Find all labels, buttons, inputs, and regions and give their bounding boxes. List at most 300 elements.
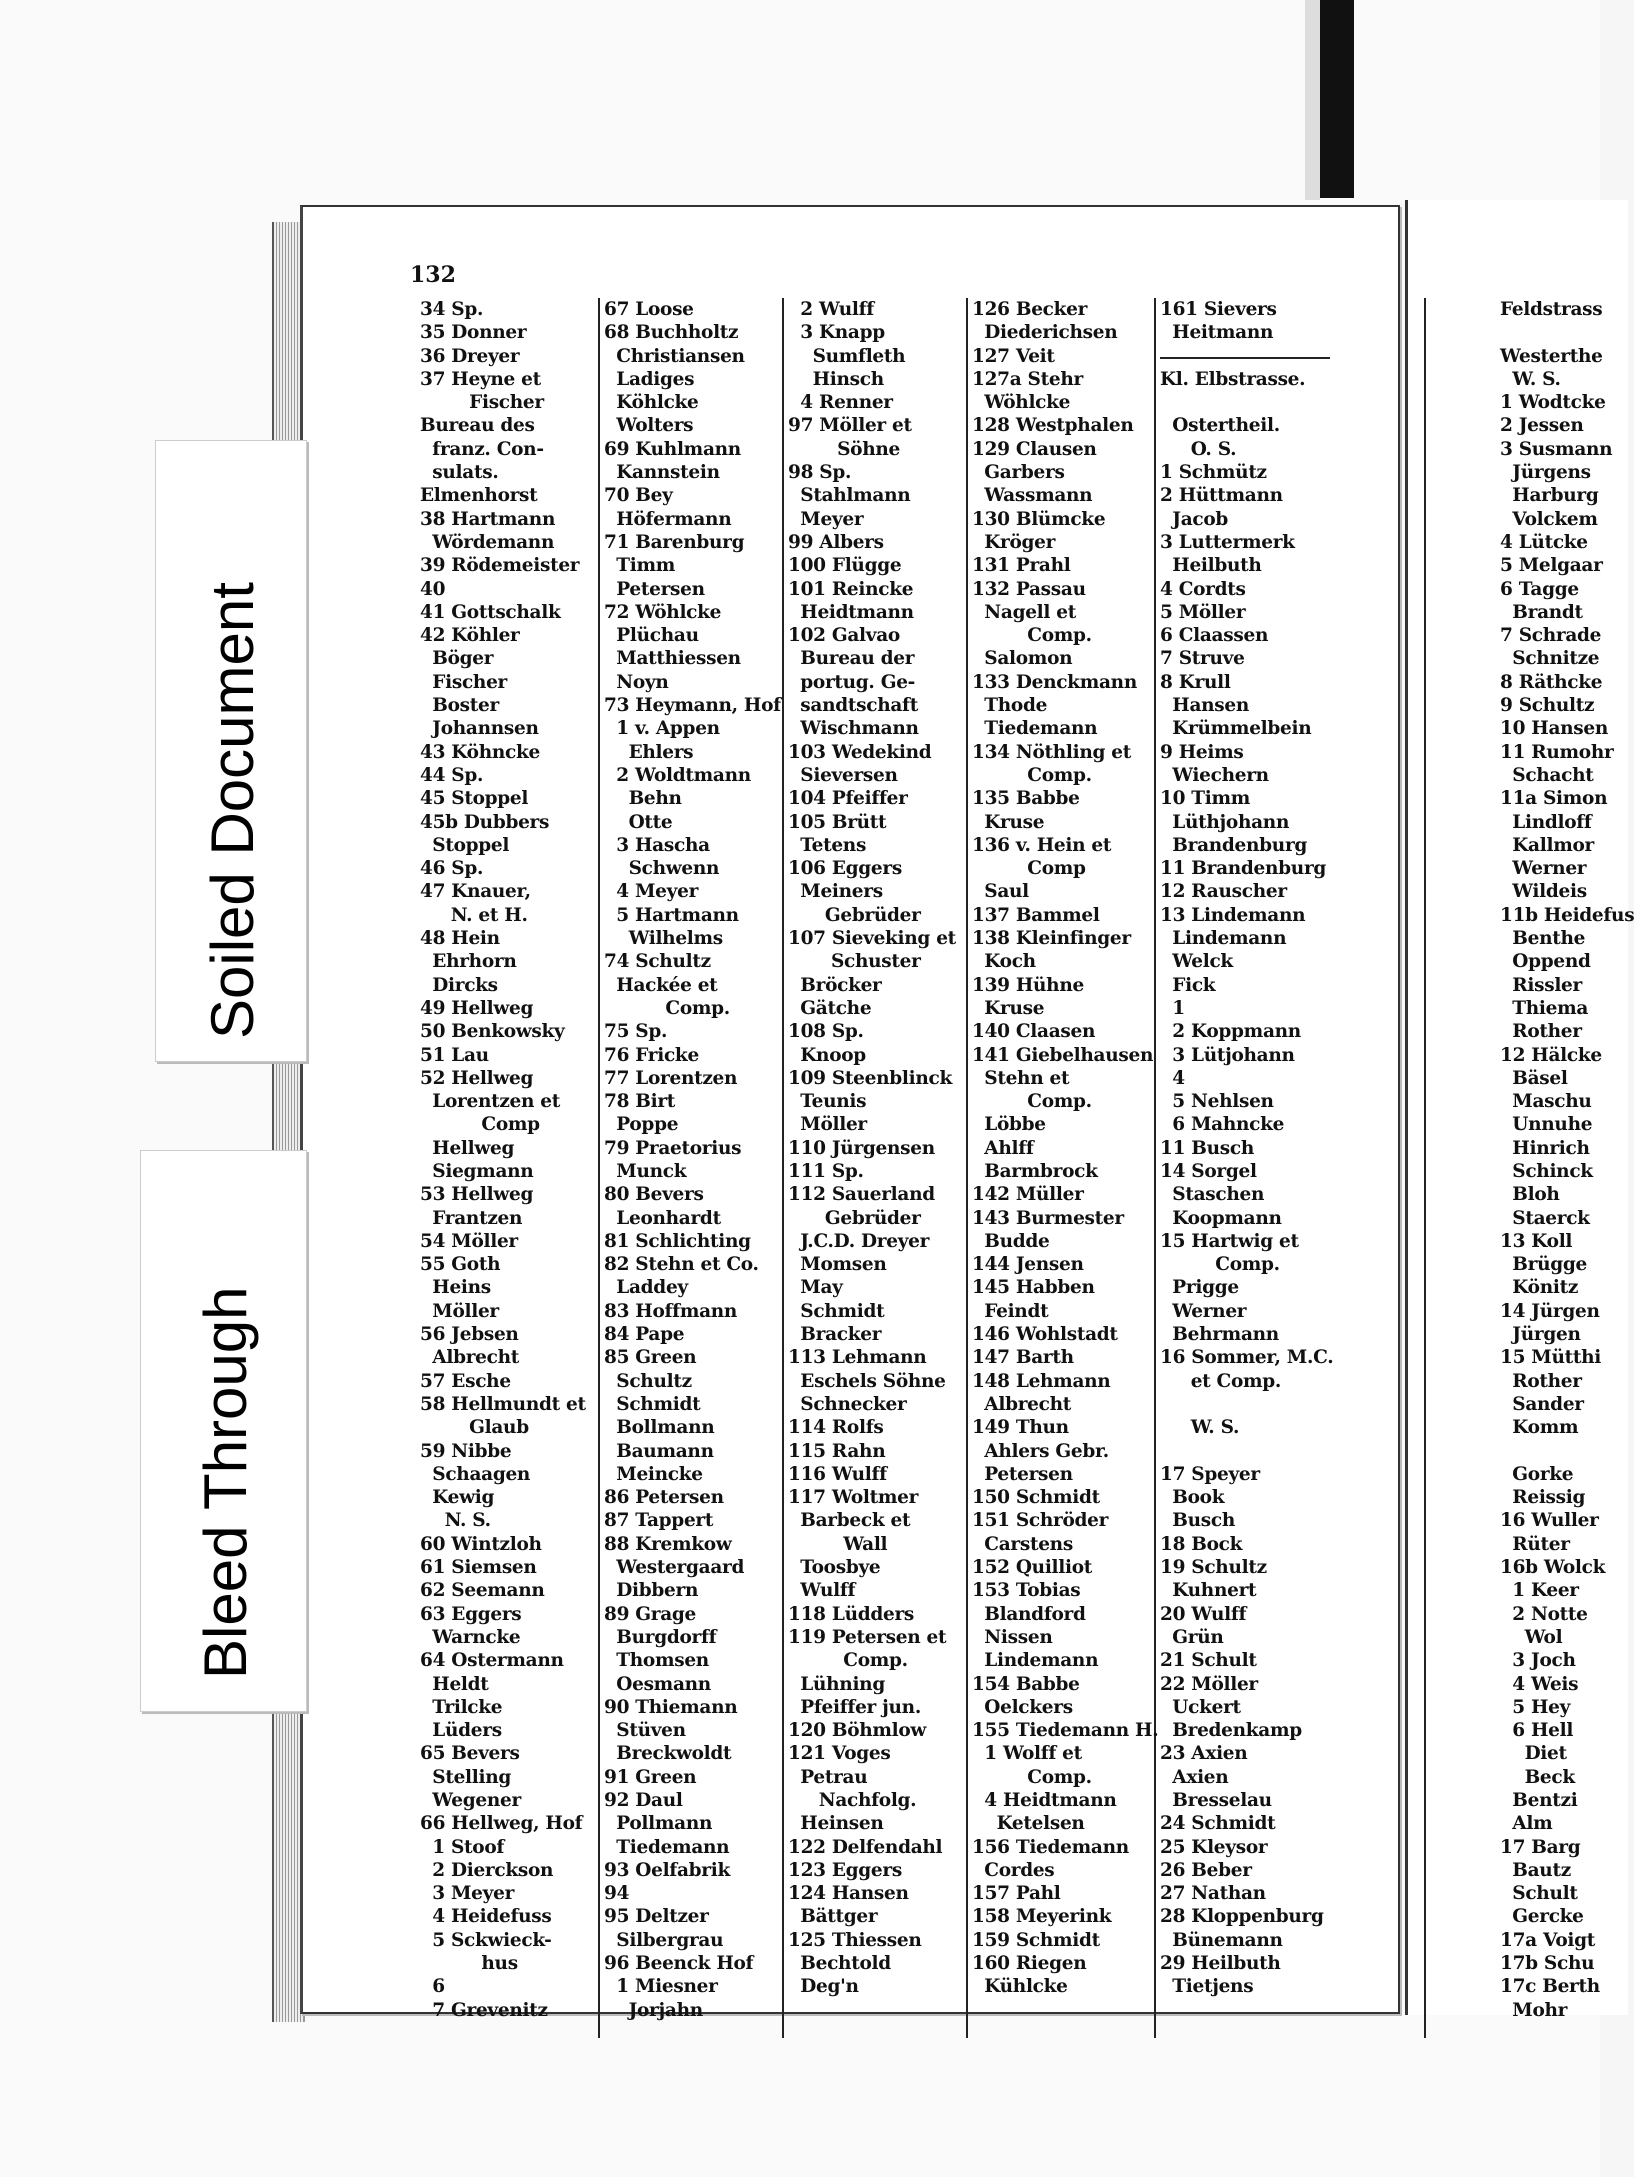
directory-entry: 4 Heidtmann bbox=[972, 1790, 1117, 1811]
directory-entry: 1 Wolff et bbox=[972, 1743, 1082, 1765]
directory-entry: Fischer bbox=[420, 392, 544, 414]
directory-entry: 77 Lorentzen bbox=[604, 1067, 738, 1089]
directory-entry: 63 Eggers bbox=[420, 1603, 522, 1625]
directory-entry: 146 Wohlstadt bbox=[972, 1324, 1118, 1346]
directory-entry: 84 Pape bbox=[604, 1324, 685, 1346]
directory-entry: 2 Dierckson bbox=[420, 1859, 554, 1881]
directory-entry: 4 Heidefuss bbox=[420, 1906, 552, 1928]
directory-entry: Jürgen bbox=[1500, 1324, 1581, 1346]
directory-entry: Matthiessen bbox=[604, 648, 741, 670]
directory-entry: Laddey bbox=[604, 1277, 688, 1299]
directory-entry: Wilhelms bbox=[604, 928, 723, 950]
directory-entry: 6 bbox=[420, 1976, 445, 1998]
directory-entry: 97 Möller et bbox=[788, 415, 912, 437]
directory-entry: Tietjens bbox=[1160, 1976, 1254, 1998]
bleed-through-text: Bleed Through bbox=[192, 1286, 259, 1679]
directory-entry: Albrecht bbox=[972, 1393, 1071, 1415]
directory-entry: Boster bbox=[420, 695, 499, 717]
directory-entry: Heitmann bbox=[1160, 322, 1274, 344]
directory-entry: 19 Schultz bbox=[1160, 1557, 1267, 1579]
directory-entry: 3 Lütjohann bbox=[1160, 1044, 1295, 1066]
directory-entry: 10 Timm bbox=[1160, 788, 1251, 810]
directory-entry: 5 Melgaar bbox=[1500, 555, 1603, 577]
directory-entry: Budde bbox=[972, 1230, 1050, 1252]
directory-entry: Wöhlcke bbox=[972, 392, 1071, 414]
directory-entry: Comp. bbox=[972, 1766, 1092, 1788]
directory-entry: Saul bbox=[972, 881, 1029, 903]
directory-entry: Bresselau bbox=[1160, 1790, 1272, 1811]
directory-entry: 66 Hellweg, Hof bbox=[420, 1813, 583, 1835]
directory-entry: 24 Schmidt bbox=[1160, 1813, 1276, 1835]
directory-entry: Bröcker bbox=[788, 974, 882, 996]
directory-entry: Thomsen bbox=[604, 1650, 709, 1672]
directory-entry: Bautz bbox=[1500, 1859, 1571, 1881]
directory-entry: 117 Woltmer bbox=[788, 1487, 919, 1509]
directory-entry: 64 Ostermann bbox=[420, 1650, 564, 1672]
directory-entry: Fick bbox=[1160, 974, 1216, 996]
directory-entry: Bureau des bbox=[420, 415, 535, 437]
directory-entry: 153 Tobias bbox=[972, 1580, 1081, 1602]
directory-entry: 130 Blümcke bbox=[972, 508, 1106, 530]
directory-entry: 23 Axien bbox=[1160, 1743, 1248, 1765]
directory-entry: 105 Brütt bbox=[788, 811, 887, 833]
directory-entry: Jacob bbox=[1160, 508, 1229, 530]
directory-column-4 bbox=[972, 298, 1159, 1999]
directory-entry: 104 Pfeiffer bbox=[788, 788, 908, 810]
directory-entry: Hinsch bbox=[788, 368, 884, 390]
directory-entry: 1 Schmütz bbox=[1160, 462, 1267, 484]
directory-entry: Comp. bbox=[788, 1650, 908, 1672]
directory-entry: Comp. bbox=[972, 1091, 1092, 1113]
directory-entry: Beck bbox=[1500, 1766, 1575, 1788]
directory-entry: 93 Oelfabrik bbox=[604, 1859, 730, 1881]
directory-entry: Rüter bbox=[1500, 1533, 1570, 1555]
directory-entry: Werner bbox=[1500, 858, 1587, 880]
directory-entry: 17a Voigt bbox=[1500, 1929, 1595, 1951]
directory-entry: 18 Bock bbox=[1160, 1533, 1243, 1555]
directory-entry: 1 Keer bbox=[1500, 1580, 1579, 1602]
directory-entry: Nagell et bbox=[972, 601, 1076, 623]
directory-entry: Comp. bbox=[972, 764, 1092, 786]
directory-entry: May bbox=[788, 1277, 843, 1299]
directory-entry: 9 Schultz bbox=[1500, 695, 1595, 717]
directory-entry: Heldt bbox=[420, 1673, 489, 1695]
directory-entry: Jürgens bbox=[1500, 462, 1591, 484]
directory-entry: Meiners bbox=[788, 881, 883, 903]
directory-entry: 147 Barth bbox=[972, 1347, 1074, 1369]
directory-entry: Lühning bbox=[788, 1673, 885, 1695]
directory-entry: 127a Stehr bbox=[972, 368, 1083, 390]
directory-entry: Diet bbox=[1500, 1743, 1567, 1765]
directory-entry: Thiema bbox=[1500, 997, 1589, 1019]
directory-entry: 118 Lüdders bbox=[788, 1603, 915, 1625]
directory-entry: Maschu bbox=[1500, 1091, 1592, 1113]
directory-entry: Koch bbox=[972, 951, 1036, 973]
directory-entry: Krümmelbein bbox=[1160, 718, 1312, 740]
directory-entry: Warncke bbox=[420, 1626, 521, 1648]
directory-entry: 14 Sorgel bbox=[1160, 1160, 1257, 1182]
directory-entry: Heilbuth bbox=[1160, 555, 1262, 577]
directory-entry: 38 Hartmann bbox=[420, 508, 556, 530]
directory-column-6 bbox=[1500, 298, 1634, 2022]
directory-entry: 16 Wuller bbox=[1500, 1510, 1599, 1532]
directory-entry: 20 Wulff bbox=[1160, 1603, 1247, 1625]
directory-entry: 11 Busch bbox=[1160, 1137, 1255, 1159]
directory-entry: 62 Seemann bbox=[420, 1580, 545, 1602]
directory-entry: 44 Sp. bbox=[420, 764, 484, 786]
directory-entry: Wegener bbox=[420, 1790, 521, 1811]
directory-entry: Schacht bbox=[1500, 764, 1594, 786]
directory-entry: 1 v. Appen bbox=[604, 718, 720, 740]
directory-entry: Lindemann bbox=[1160, 928, 1287, 950]
directory-entry: 60 Wintzloh bbox=[420, 1533, 542, 1555]
directory-entry: 152 Quilliot bbox=[972, 1557, 1093, 1579]
directory-entry: Momsen bbox=[788, 1254, 887, 1276]
directory-entry: 114 Rolfs bbox=[788, 1417, 884, 1439]
directory-entry: Pfeiffer jun. bbox=[788, 1696, 921, 1718]
directory-entry: Dircks bbox=[420, 974, 498, 996]
directory-entry: Behrmann bbox=[1160, 1324, 1279, 1346]
directory-column-5 bbox=[1160, 298, 1335, 1999]
directory-entry: 47 Knauer, bbox=[420, 881, 531, 903]
directory-entry: Möller bbox=[788, 1114, 867, 1136]
directory-entry: Gebrüder bbox=[788, 904, 921, 926]
directory-entry: O. S. bbox=[1160, 438, 1237, 460]
directory-entry: 101 Reincke bbox=[788, 578, 914, 600]
directory-entry: Toosbye bbox=[788, 1557, 881, 1579]
directory-entry: 113 Lehmann bbox=[788, 1347, 927, 1369]
directory-entry: Wördemann bbox=[420, 531, 555, 553]
directory-entry: 15 Hartwig et bbox=[1160, 1230, 1299, 1252]
directory-entry: Bäsel bbox=[1500, 1067, 1568, 1089]
directory-entry: Nissen bbox=[972, 1626, 1053, 1648]
directory-entry: Eschels Söhne bbox=[788, 1370, 946, 1392]
directory-entry: Schnitze bbox=[1500, 648, 1600, 670]
directory-entry: 111 Sp. bbox=[788, 1160, 864, 1182]
directory-entry: 37 Heyne et bbox=[420, 368, 541, 390]
directory-entry: 46 Sp. bbox=[420, 858, 484, 880]
directory-entry: Diederichsen bbox=[972, 322, 1118, 344]
directory-entry: Hackée et bbox=[604, 974, 718, 996]
directory-entry: 42 Köhler bbox=[420, 625, 520, 647]
directory-entry bbox=[1160, 1393, 1335, 1416]
directory-entry: Petersen bbox=[604, 578, 705, 600]
directory-entry: Grün bbox=[1160, 1626, 1224, 1648]
directory-entry: Ketelsen bbox=[972, 1813, 1085, 1835]
directory-entry: Comp. bbox=[972, 625, 1092, 647]
page-number: 132 bbox=[410, 262, 456, 288]
directory-entry: 71 Barenburg bbox=[604, 531, 745, 553]
directory-entry: Poppe bbox=[604, 1114, 679, 1136]
directory-entry bbox=[1500, 321, 1600, 344]
directory-entry: Jorjahn bbox=[604, 1999, 703, 2021]
directory-entry: Benthe bbox=[1500, 928, 1586, 950]
directory-entry: 59 Nibbe bbox=[420, 1440, 512, 1462]
directory-entry: 2 Wulff bbox=[788, 299, 874, 320]
directory-entry bbox=[1160, 1440, 1335, 1463]
directory-entry: 121 Voges bbox=[788, 1743, 891, 1765]
directory-entry: 50 Benkowsky bbox=[420, 1021, 565, 1043]
directory-entry: 1 bbox=[1160, 997, 1185, 1019]
directory-entry: Kl. Elbstrasse. bbox=[1160, 368, 1306, 390]
directory-entry: 90 Thiemann bbox=[604, 1696, 738, 1718]
directory-entry: Brandt bbox=[1500, 601, 1583, 623]
directory-entry: 16 Sommer, M.C. bbox=[1160, 1347, 1334, 1369]
directory-entry: 81 Schlichting bbox=[604, 1230, 751, 1252]
directory-entry: Comp bbox=[420, 1114, 540, 1136]
directory-entry: Pollmann bbox=[604, 1813, 713, 1835]
directory-entry: N. S. bbox=[420, 1510, 491, 1532]
directory-entry: Lüthjohann bbox=[1160, 811, 1290, 833]
directory-entry: 9 Heims bbox=[1160, 741, 1244, 763]
directory-entry: Rissler bbox=[1500, 974, 1582, 996]
directory-entry: Bracker bbox=[788, 1324, 882, 1346]
directory-entry: 7 Schrade bbox=[1500, 625, 1602, 647]
directory-entry: 142 Müller bbox=[972, 1184, 1084, 1206]
directory-entry: Burgdorff bbox=[604, 1626, 717, 1648]
directory-entry: 41 Gottschalk bbox=[420, 601, 561, 623]
directory-entry: Sumfleth bbox=[788, 345, 906, 367]
directory-entry: 92 Daul bbox=[604, 1790, 683, 1811]
directory-entry: Hinrich bbox=[1500, 1137, 1590, 1159]
directory-entry: 140 Claasen bbox=[972, 1021, 1096, 1043]
directory-entry: Cordes bbox=[972, 1859, 1055, 1881]
directory-entry: 79 Praetorius bbox=[604, 1137, 742, 1159]
directory-entry: Oppend bbox=[1500, 951, 1591, 973]
directory-entry: 48 Hein bbox=[420, 928, 500, 950]
directory-entry: Gebrüder bbox=[788, 1207, 921, 1229]
directory-entry bbox=[1500, 1440, 1600, 1463]
directory-entry: 98 Sp. bbox=[788, 462, 852, 484]
directory-entry: Prigge bbox=[1160, 1277, 1239, 1299]
directory-entry: 94 bbox=[604, 1883, 630, 1905]
directory-entry: 95 Deltzer bbox=[604, 1906, 709, 1928]
directory-entry: Sieversen bbox=[788, 764, 898, 786]
directory-entry: Kühlcke bbox=[972, 1976, 1068, 1998]
scanner-black-strip bbox=[1320, 0, 1354, 198]
directory-entry: 2 Hüttmann bbox=[1160, 485, 1283, 507]
directory-entry: 27 Nathan bbox=[1160, 1883, 1266, 1905]
directory-entry: 1 Wodtcke bbox=[1500, 392, 1606, 414]
directory-entry: Busch bbox=[1160, 1510, 1235, 1532]
directory-entry: Tetens bbox=[788, 834, 867, 856]
directory-entry: 116 Wulff bbox=[788, 1463, 887, 1485]
directory-entry: Bünemann bbox=[1160, 1929, 1283, 1951]
directory-entry: 43 Köhncke bbox=[420, 741, 540, 763]
directory-column-3 bbox=[788, 298, 966, 1999]
directory-entry: 75 Sp. bbox=[604, 1021, 668, 1043]
directory-entry: Schmidt bbox=[604, 1393, 701, 1415]
directory-entry: Bureau der bbox=[788, 648, 915, 670]
directory-entry: Stehn et bbox=[972, 1067, 1070, 1089]
directory-entry: Comp. bbox=[604, 997, 730, 1019]
directory-entry: 10 Hansen bbox=[1500, 718, 1609, 740]
directory-entry: Schmidt bbox=[788, 1300, 885, 1322]
directory-entry: 88 Kremkow bbox=[604, 1533, 732, 1555]
directory-entry: 5 Hartmann bbox=[604, 904, 739, 926]
directory-entry: 129 Clausen bbox=[972, 438, 1097, 460]
directory-entry: Albrecht bbox=[420, 1347, 519, 1369]
directory-entry: Alm bbox=[1500, 1813, 1553, 1835]
directory-entry: Stüven bbox=[604, 1720, 686, 1742]
directory-entry: Volckem bbox=[1500, 508, 1598, 530]
directory-entry: Wassmann bbox=[972, 485, 1093, 507]
directory-entry: 14 Jürgen bbox=[1500, 1300, 1600, 1322]
directory-entry: portug. Ge- bbox=[788, 671, 916, 693]
directory-entry: Bättger bbox=[788, 1906, 878, 1928]
directory-entry: Silbergrau bbox=[604, 1929, 724, 1951]
directory-entry: 17 Barg bbox=[1500, 1836, 1581, 1858]
directory-entry: Komm bbox=[1500, 1417, 1579, 1439]
directory-entry: 136 v. Hein et bbox=[972, 834, 1112, 856]
directory-entry: Book bbox=[1160, 1487, 1225, 1509]
directory-entry: Comp bbox=[972, 858, 1086, 880]
directory-entry: Christiansen bbox=[604, 345, 745, 367]
directory-entry: 3 Hascha bbox=[604, 834, 710, 856]
directory-entry: 120 Böhmlow bbox=[788, 1720, 927, 1742]
directory-entry: 80 Bevers bbox=[604, 1184, 704, 1206]
directory-entry: Tiedemann bbox=[972, 718, 1098, 740]
directory-entry: 4 bbox=[1160, 1067, 1185, 1089]
directory-entry: Westergaard bbox=[604, 1557, 745, 1579]
directory-entry: 128 Westphalen bbox=[972, 415, 1134, 437]
directory-entry: 126 Becker bbox=[972, 299, 1088, 320]
directory-entry: 3 Knapp bbox=[788, 322, 885, 344]
directory-entry: Ehlers bbox=[604, 741, 694, 763]
directory-entry: 85 Green bbox=[604, 1347, 697, 1369]
directory-entry: 72 Wöhlcke bbox=[604, 601, 722, 623]
directory-entry: 36 Dreyer bbox=[420, 345, 520, 367]
directory-entry: Koopmann bbox=[1160, 1207, 1282, 1229]
directory-entry: 124 Hansen bbox=[788, 1883, 909, 1905]
directory-entry: Salomon bbox=[972, 648, 1073, 670]
directory-entry: Plüchau bbox=[604, 625, 699, 647]
directory-entry: Wolters bbox=[604, 415, 694, 437]
directory-entry: Schaagen bbox=[420, 1463, 531, 1485]
directory-entry: 109 Steenblinck bbox=[788, 1067, 952, 1089]
column-rule bbox=[1424, 298, 1426, 2038]
directory-entry: Rother bbox=[1500, 1021, 1582, 1043]
directory-entry: Noyn bbox=[604, 671, 669, 693]
directory-entry: 143 Burmester bbox=[972, 1207, 1124, 1229]
directory-entry: Kewig bbox=[420, 1487, 495, 1509]
directory-entry: Rother bbox=[1500, 1370, 1582, 1392]
directory-entry: 39 Rödemeister bbox=[420, 555, 580, 577]
directory-entry: 65 Bevers bbox=[420, 1743, 520, 1765]
directory-column-2 bbox=[604, 298, 782, 2022]
directory-entry: Hellweg bbox=[420, 1137, 515, 1159]
directory-entry: 134 Nöthling et bbox=[972, 741, 1132, 763]
directory-entry: Schnecker bbox=[788, 1393, 907, 1415]
directory-entry: 6 Tagge bbox=[1500, 578, 1579, 600]
directory-entry: 3 Joch bbox=[1500, 1650, 1576, 1672]
directory-entry: 52 Hellweg bbox=[420, 1067, 534, 1089]
directory-entry: Söhne bbox=[788, 438, 900, 460]
directory-entry: sulats. bbox=[420, 462, 499, 484]
directory-entry: Bollmann bbox=[604, 1417, 715, 1439]
directory-entry: Mohr bbox=[1500, 1999, 1568, 2021]
directory-entry: 11 Rumohr bbox=[1500, 741, 1614, 763]
directory-entry: 5 Nehlsen bbox=[1160, 1091, 1274, 1113]
directory-entry: Lorentzen et bbox=[420, 1091, 561, 1113]
directory-entry: 13 Koll bbox=[1500, 1230, 1573, 1252]
directory-entry: 154 Babbe bbox=[972, 1673, 1080, 1695]
directory-entry: Stahlmann bbox=[788, 485, 911, 507]
directory-entry: Timm bbox=[604, 555, 676, 577]
directory-entry: 78 Birt bbox=[604, 1091, 676, 1113]
directory-entry: Werner bbox=[1160, 1300, 1247, 1322]
directory-entry: 150 Schmidt bbox=[972, 1487, 1100, 1509]
directory-entry: Deg'n bbox=[788, 1976, 859, 1998]
directory-entry: Ostertheil. bbox=[1160, 415, 1280, 437]
directory-entry: 8 Krull bbox=[1160, 671, 1231, 693]
directory-entry: Sander bbox=[1500, 1393, 1584, 1415]
directory-entry: 2 Koppmann bbox=[1160, 1021, 1301, 1043]
directory-entry: Blandford bbox=[972, 1603, 1086, 1625]
directory-entry: Knoop bbox=[788, 1044, 866, 1066]
directory-entry: Meyer bbox=[788, 508, 864, 530]
column-rule bbox=[782, 298, 784, 2038]
directory-entry: 91 Green bbox=[604, 1766, 697, 1788]
directory-entry: Dibbern bbox=[604, 1580, 699, 1602]
soiled-document-text: Soiled Document bbox=[199, 582, 266, 1039]
directory-entry: 99 Albers bbox=[788, 531, 884, 553]
directory-entry: J.C.D. Dreyer bbox=[788, 1230, 930, 1252]
directory-entry: Brügge bbox=[1500, 1254, 1587, 1276]
directory-entry: Staerck bbox=[1500, 1207, 1590, 1229]
directory-entry: 54 Möller bbox=[420, 1230, 518, 1252]
directory-entry: Kruse bbox=[972, 997, 1045, 1019]
directory-entry: 6 Mahncke bbox=[1160, 1114, 1285, 1136]
directory-entry: W. S. bbox=[1160, 1417, 1240, 1439]
directory-entry: Wildeis bbox=[1500, 881, 1587, 903]
directory-entry: 160 Riegen bbox=[972, 1953, 1087, 1975]
directory-entry: 102 Galvao bbox=[788, 625, 900, 647]
directory-entry: 11b Heidefus bbox=[1500, 904, 1634, 926]
directory-entry: 68 Buchholtz bbox=[604, 322, 739, 344]
directory-entry: 125 Thiessen bbox=[788, 1929, 922, 1951]
directory-entry: 28 Kloppenburg bbox=[1160, 1906, 1324, 1928]
directory-entry: Teunis bbox=[788, 1091, 867, 1113]
directory-entry: 12 Hälcke bbox=[1500, 1044, 1602, 1066]
directory-entry: 3 Meyer bbox=[420, 1883, 515, 1905]
column-rule bbox=[598, 298, 600, 2038]
directory-entry: 156 Tiedemann bbox=[972, 1836, 1129, 1858]
directory-entry: 161 Sievers bbox=[1160, 299, 1277, 320]
column-rule bbox=[966, 298, 968, 2038]
directory-entry: Tiedemann bbox=[604, 1836, 730, 1858]
directory-entry: Carstens bbox=[972, 1533, 1073, 1555]
directory-entry: 138 Kleinfinger bbox=[972, 928, 1131, 950]
directory-entry: 51 Lau bbox=[420, 1044, 489, 1066]
directory-entry: 34 Sp. bbox=[420, 299, 484, 320]
directory-entry: Köhlcke bbox=[604, 392, 699, 414]
directory-entry: 57 Esche bbox=[420, 1370, 511, 1392]
directory-entry: 3 Susmann bbox=[1500, 438, 1613, 460]
directory-entry: 8 Räthcke bbox=[1500, 671, 1603, 693]
directory-entry: 22 Möller bbox=[1160, 1673, 1258, 1695]
directory-entry: Kruse bbox=[972, 811, 1045, 833]
directory-entry: 122 Delfendahl bbox=[788, 1836, 943, 1858]
directory-entry: Bechtold bbox=[788, 1953, 891, 1975]
directory-entry: 17b Schu bbox=[1500, 1953, 1595, 1975]
directory-entry: Harburg bbox=[1500, 485, 1599, 507]
directory-entry: 115 Rahn bbox=[788, 1440, 886, 1462]
directory-column-1 bbox=[420, 298, 595, 2022]
directory-entry: Petrau bbox=[788, 1766, 868, 1788]
directory-entry: 56 Jebsen bbox=[420, 1324, 519, 1346]
directory-entry: Petersen bbox=[972, 1463, 1073, 1485]
